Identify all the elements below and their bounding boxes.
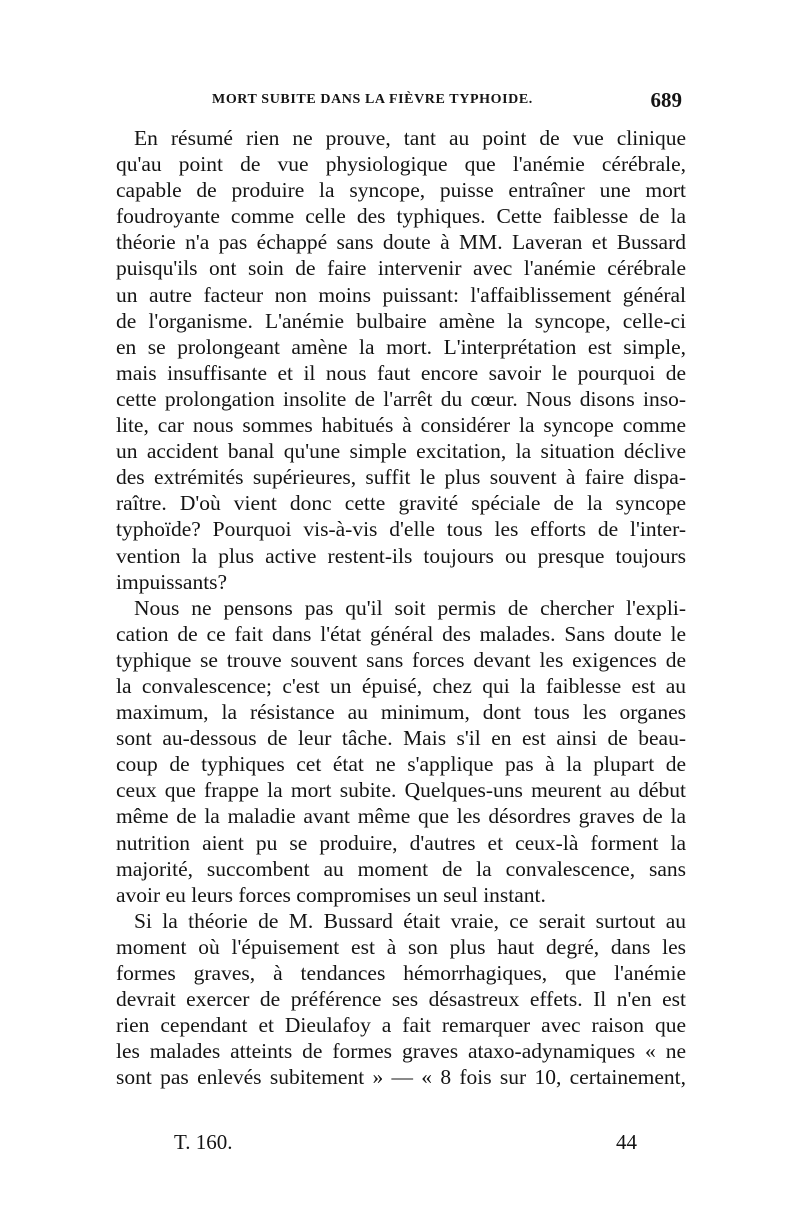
text-line: des extrémités supérieures, suffit le plus souvent à faire dispa- — [116, 465, 686, 490]
text-line: raître. D'où vient donc cette gravité spéciale de la syncope — [116, 491, 686, 516]
text-line: même de la maladie avant même que les désordres graves de la — [116, 804, 686, 829]
text-line: vention la plus active restent-ils toujours ou presque toujours — [116, 543, 686, 568]
page-number: 689 — [650, 88, 682, 112]
text-line: devrait exercer de préférence ses désastreux effets. Il n'en est — [116, 987, 686, 1012]
text-line: En résumé rien ne prouve, tant au point de vue clinique — [134, 126, 686, 150]
text-line: lite, car nous sommes habitués à considérer la syncope comme — [116, 413, 686, 438]
text-line: de l'organisme. L'anémie bulbaire amène la syncope, celle-ci — [116, 308, 686, 333]
text-line: ceux que frappe la mort subite. Quelques-uns meurent au début — [116, 778, 686, 803]
text-line: sont pas enlevés subitement » — « 8 fois sur 10, certainement, — [116, 1065, 686, 1090]
text-line: moment où l'épuisement est à son plus haut degré, dans les — [116, 934, 686, 959]
text-line: typhoïde? Pourquoi vis-à-vis d'elle tous les efforts de l'inter- — [116, 517, 686, 542]
text-line: impuissants? — [116, 569, 228, 594]
text-line: les malades atteints de formes graves ataxo-adynamiques « ne — [116, 1039, 686, 1064]
text-line: rien cependant et Dieulafoy a fait remarquer avec raison que — [116, 1013, 686, 1038]
paragraph-2 — [116, 595, 686, 908]
text-line: formes graves, à tendances hémorrhagiques, que l'anémie — [116, 961, 686, 985]
text-line: nutrition aient pu se produire, d'autres et ceux-là forment la — [116, 830, 686, 855]
body-text — [116, 125, 686, 1090]
text-line: cette prolongation insolite de l'arrêt du cœur. Nous disons inso- — [116, 386, 686, 411]
paragraph-1 — [116, 125, 686, 595]
text-line: Si la théorie de M. Bussard était vraie, ce serait surtout au — [134, 908, 686, 933]
paragraph-3 — [116, 908, 686, 1091]
sheet-number: 44 — [616, 1130, 637, 1154]
text-line: mais insuffisante et il nous faut encore savoir le pourquoi de — [116, 360, 686, 385]
text-line: coup de typhiques cet état ne s'applique pas à la plupart de — [116, 752, 686, 777]
text-line: un accident banal qu'une simple excitation, la situation déclive — [116, 439, 686, 464]
text-line: avoir eu leurs forces compromises un seul instant. — [116, 882, 546, 907]
text-line: capable de produire la syncope, puisse entraîner une mort — [116, 178, 686, 203]
text-line: maximum, la résistance au minimum, dont tous les organes — [116, 700, 686, 725]
page-footer — [116, 1130, 686, 1156]
text-line: un autre facteur non moins puissant: l'affaiblissement général — [116, 282, 686, 307]
signature-mark: T. 160. — [174, 1130, 233, 1154]
text-line: la convalescence; c'est un épuisé, chez qui la faiblesse est au — [116, 673, 686, 698]
text-line: en se prolongeant amène la mort. L'interprétation est simple, — [116, 334, 686, 359]
text-line: foudroyante comme celle des typhiques. Cette faiblesse de la — [116, 204, 686, 229]
text-line: qu'au point de vue physiologique que l'anémie cérébrale, — [116, 152, 686, 177]
running-header — [116, 88, 686, 114]
running-title: MORT SUBITE DANS LA FIÈVRE TYPHOIDE. — [212, 92, 533, 107]
text-line: théorie n'a pas échappé sans doute à MM. Laveran et Bussard — [116, 230, 686, 255]
text-line: Nous ne pensons pas qu'il soit permis de chercher l'expli- — [134, 595, 686, 620]
text-line: cation de ce fait dans l'état général des malades. Sans doute le — [116, 621, 686, 646]
text-line: sont au-dessous de leur tâche. Mais s'il en est ainsi de beau- — [116, 726, 686, 751]
text-line: majorité, succombent au moment de la convalescence, sans — [116, 856, 686, 881]
text-line: typhique se trouve souvent sans forces devant les exigences de — [116, 647, 686, 672]
text-line: puisqu'ils ont soin de faire intervenir avec l'anémie cérébrale — [116, 256, 686, 281]
